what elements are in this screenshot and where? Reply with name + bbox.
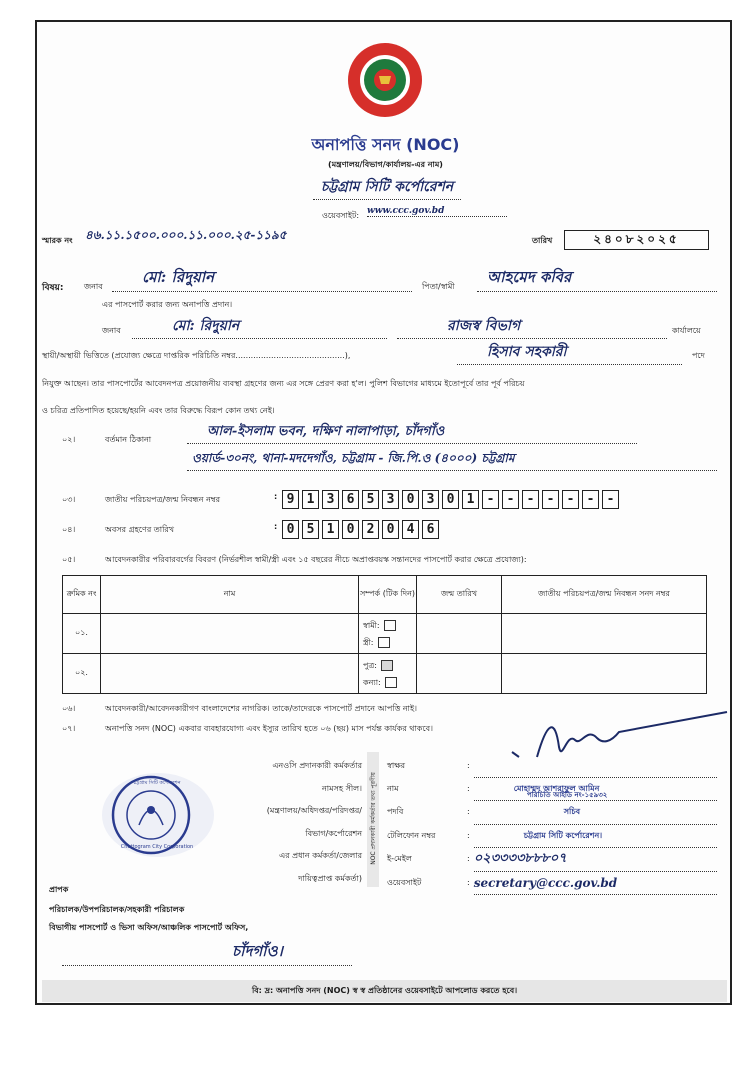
row-serial: ০১.: [63, 614, 101, 654]
officer-intro-line: বিভাগ/কর্পোরেশন: [305, 828, 362, 838]
address-line-1: আল-ইসলাম ভবন, দক্ষিণ নালাপাড়া, চাঁদগাঁও: [187, 422, 637, 444]
field-label: স্বাক্ষর: [387, 761, 406, 770]
retirement-date-digit: 4: [402, 520, 419, 539]
nid-digit: 6: [342, 490, 359, 509]
government-emblem-icon: [345, 40, 425, 120]
row-serial: ০২.: [63, 654, 101, 694]
field-value: [474, 755, 717, 778]
nid-digit: 3: [322, 490, 339, 509]
field-label: টেলিফোন নম্বর: [387, 830, 436, 840]
family-table: [62, 575, 707, 694]
item-07-number: ০৭।: [62, 724, 76, 733]
ref-label: স্মারক নং: [42, 236, 73, 245]
tenure-text: স্থায়ী/অস্থায়ী ভিত্তিতে (প্রযোজ্য ক্ষেত্রে দাপ্তরিক পরিচিতি নম্বর...........................................),: [42, 351, 351, 360]
website-value: www.ccc.gov.bd: [367, 206, 507, 217]
nid-digit: 0: [442, 490, 459, 509]
retirement-date-digit: 2: [362, 520, 379, 539]
nid-digit: 9: [282, 490, 299, 509]
item-02-label: বর্তমান ঠিকানা: [105, 435, 152, 444]
header-dob: জন্ম তারিখ: [417, 576, 502, 614]
table-row: [63, 654, 707, 694]
nid-number-boxes: [282, 490, 622, 509]
field-value: মোহাম্মদ আশরাফুল আমিন: [474, 778, 717, 802]
item-07-text: অনাপত্তি সনদ (NOC) একবার ব্যবহারযোগ্য এবং ইস্যুর তারিখ হতে ০৬ (ছয়) মাস পর্যন্ত কার্যকর থাকবে।: [105, 724, 433, 733]
noc-document: অনাপত্তি সনদ (NOC) (মন্ত্রণালয়/বিভাগ/কার্যালয়-এর নাম) চট্টগ্রাম সিটি কর্পোরেশন ওয়েবসাইট: www.ccc.gov.bd স্মারক নং ৪৬.১১.১৫০০.০০০.১১.০০০.২৫-১১৯৫ তারিখ ২৪০৮২০২৫ বিষয়: জনাব মো: রিদুয়ান পিতা/স্বামী আহমেদ কবির এর পাসপোর্ট করার জন্য অনাপত্তি প্রদান। জনাব মো: রিদুয়ান রাজস্ব বিভাগ কার্যালয়ে স্থায়ী/অস্থায়ী ভিত্তিতে (প্রযোজ্য ক্ষেত্রে দাপ্তরিক পরিচিতি নম্বর...........................................), হিসাব সহকারী পদে নিযুক্ত আছেন। তার পাসপোর্টের আবেদনপত্র প্রয়োজনীয় ব্যবস্থা গ্রহণের জন্য এর সঙ্গে প্রেরণ করা হ'ল। পুলিশ বিভাগের মাধ্যমে ইতোপূর্বে তার পূর্ব পরিচয় ও চরিত্র প্রতিপাদিত হয়েছে/হয়নি এবং তার বিরুদ্ধে বিরূপ কোন তথ্য নেই। ০২। বর্তমান ঠিকানা আল-ইসলাম ভবন, দক্ষিণ নালাপাড়া, চাঁদগাঁও ওয়ার্ড-৩০নং, থানা-মদদেগাঁও, চট্টগ্রাম - জি.পি.ও (৪০০০) চট্টগ্রাম ০৩। জাতীয় পরিচয়পত্র/জন্ম নিবন্ধন নম্বর : 9 1 3 6 5 3 0 3 0 1 - - - - - - - ০৪। অবসর গ্রহণের তারিখ : 0 5 1 0 2 0 4 6 ০৫। আবেদনকারীর পরিবারবর্গের বিবরণ (নির্ভরশীল স্বামী/স্ত্রী এবং ১৫ বছরের নীচে অপ্রাপ্তবয়স্ক সন্তানদের পাসপোর্ট করার ক্ষেত্রে প্রযোজ্য): ক্রমিক নং নাম সম্পর্ক (টিক দিন) জন্ম তারিখ জাতীয় পরিচয়পত্র/জন্ম নিবন্ধন সনদ নম্বর ০১. স্বামী: স্ত্রী: ০২. পুত্র: কন্যা: ০৬। আবেদনকারী/আবেদনকারীগণ বাংলাদেশের নাগরিক। তাকে/তাদেরকে পাসপোর্ট প্রদানে আপত্তি নাই। ০৭। অনাপত্তি সনদ (NOC) একবার ব্যবহারযোগ্য এবং ইস্যুর তারিখ হতে ০৬ (ছয়) মাস পর্যন্ত কার্যকর থাকবে। চট্টগ্রাম সিটি কর্পোরেশন Chattogram City Corporation এনওসি প্রদানকারী কর্মকর্তার নামসহ সীল। (মন্ত্রণালয়/অধিদপ্তর/পরিদপ্তর/ বিভাগ/কর্পোরেশন এর প্রধান কর্মকর্তা/জেলার দায়িত্বপ্রাপ্ত কর্মকর্তা) NOC প্রদানকারী কর্মকর্তার তথ্য পূরণীয় স্বাক্ষর : নাম : মোহাম্মদ আশরাফুল আমিন পদবি : সচিব টেলিফোন নম্বর : চট্টগ্রাম সিটি কর্পোরেশন। ই-মেইল : ০২৩৩৩৩৮৮৮০৭ ওয়েবসাইট : secretary@ccc.gov.bd পরিচিতি আইডি নং-১৫৯৩২ প্রাপক পরিচালক/উপপরিচালক/সহকারী পরিচালক বিভাগীয় পাসপোর্ট ও ভিসা অফিস/আঞ্চলিক পাসপোর্ট অফিস, চাঁদগাঁও। বি: দ্র: অনাপত্তি সনদ (NOC) স্ব স্ব প্রতিষ্ঠানের ওয়েবসাইটে আপলোড করতে হবে।: [35, 20, 732, 1005]
field-value: ০২৩৩৩৩৮৮৮০৭: [474, 848, 717, 872]
field-label: পদবি: [387, 807, 404, 816]
relation-option-husband: স্বামী:: [363, 620, 380, 630]
item-06-text: আবেদনকারী/আবেদনকারীগণ বাংলাদেশের নাগরিক। তাকে/তাদেরকে পাসপোর্ট প্রদানে আপত্তি নাই।: [105, 704, 418, 713]
date-label: তারিখ: [532, 236, 553, 245]
page-subtitle: (মন্ত্রণালয়/বিভাগ/কার্যালয়-এর নাম): [328, 160, 443, 169]
item-04-label: অবসর গ্রহণের তারিখ: [105, 525, 175, 534]
body-paragraph-2: ও চরিত্র প্রতিপাদিত হয়েছে/হয়নি এবং তার বিরুদ্ধে বিরূপ কোন তথ্য নেই।: [42, 406, 275, 415]
row-nid: [502, 654, 707, 694]
nid-digit: -: [582, 490, 599, 509]
recipient-city: চাঁদগাঁও।: [62, 940, 352, 966]
subject-father-name: আহমেদ কবির: [477, 266, 717, 292]
organization-name: চট্টগ্রাম সিটি কর্পোরেশন: [313, 175, 461, 200]
relation-option-wife: স্ত্রী:: [363, 637, 374, 647]
nid-digit: -: [562, 490, 579, 509]
header-relation: সম্পর্ক (টিক দিন): [359, 576, 417, 614]
officer-field-designation: পদবি : সচিব: [387, 801, 717, 825]
row-relation: [359, 614, 417, 654]
family-table-header: [63, 576, 707, 614]
body-post: হিসাব সহকারী: [457, 340, 682, 365]
subject-mr-label: জনাব: [84, 282, 103, 291]
header-nid: জাতীয় পরিচয়পত্র/জন্ম নিবন্ধন সনদ নম্বর: [502, 576, 707, 614]
field-value: secretary@ccc.gov.bd: [474, 872, 717, 896]
retirement-date-digit: 0: [382, 520, 399, 539]
officer-field-email: ই-মেইল : ০২৩৩৩৩৮৮৮০৭: [387, 848, 717, 872]
relation-option-daughter: কন্যা:: [363, 677, 381, 687]
officer-intro-line: এর প্রধান কর্মকর্তা/জেলার: [279, 851, 362, 860]
officer-field-website: ওয়েবসাইট : secretary@ccc.gov.bd: [387, 872, 717, 896]
retirement-date-boxes: [282, 520, 442, 539]
field-value: চট্টগ্রাম সিটি কর্পোরেশন।: [474, 825, 717, 849]
officer-intro-line: দায়িত্বপ্রাপ্ত কর্মকর্তা): [298, 873, 362, 883]
website-label: ওয়েবসাইট:: [322, 211, 360, 220]
subject-purpose: এর পাসপোর্ট করার জন্য অনাপত্তি প্রদান।: [102, 300, 233, 309]
checkbox-husband[interactable]: [384, 620, 396, 631]
recipient-label: প্রাপক: [49, 885, 69, 894]
address-line-2: ওয়ার্ড-৩০নং, থানা-মদদেগাঁও, চট্টগ্রাম - জি.পি.ও (৪০০০) চট্টগ্রাম: [187, 450, 717, 471]
header-name: নাম: [101, 576, 359, 614]
nid-digit: -: [522, 490, 539, 509]
body-mr-label: জনাব: [102, 326, 121, 335]
officer-id-line: পরিচিতি আইডি নং-১৫৯৩২: [527, 791, 608, 799]
row-dob: [417, 654, 502, 694]
nid-digit: 0: [402, 490, 419, 509]
field-label: নাম: [387, 783, 399, 793]
row-relation: [359, 654, 417, 694]
relation-option-son: পুত্র:: [363, 660, 378, 670]
post-suffix: পদে: [692, 351, 705, 360]
retirement-date-digit: 6: [422, 520, 439, 539]
subject-father-label: পিতা/স্বামী: [422, 282, 455, 291]
nid-digit: -: [602, 490, 619, 509]
nid-digit: 1: [462, 490, 479, 509]
item-06-number: ০৬।: [62, 704, 76, 713]
nid-digit: -: [502, 490, 519, 509]
field-label: ই-মেইল: [387, 854, 412, 863]
officer-intro: [222, 755, 362, 890]
officer-intro-line: (মন্ত্রণালয়/অধিদপ্তর/পরিদপ্তর/: [266, 806, 362, 815]
item-04-number: ০৪।: [62, 525, 76, 534]
ref-value: ৪৬.১১.১৫০০.০০০.১১.০০০.২৫-১১৯৫: [85, 228, 287, 242]
row-nid: [502, 614, 707, 654]
item-02-number: ০২।: [62, 435, 76, 444]
nid-digit: -: [542, 490, 559, 509]
item-05-label: আবেদনকারীর পরিবারবর্গের বিবরণ (নির্ভরশীল স্বামী/স্ত্রী এবং ১৫ বছরের নীচে অপ্রাপ্তবয়স্ক সন্তানদের পাসপোর্ট করার ক্ষেত্রে প্রযোজ্য):: [105, 555, 527, 564]
header-serial: ক্রমিক নং: [63, 576, 101, 614]
officer-field-name: নাম : মোহাম্মদ আশরাফুল আমিন: [387, 778, 717, 802]
nid-digit: 1: [302, 490, 319, 509]
retirement-date-digit: 5: [302, 520, 319, 539]
body-paragraph-1: নিযুক্ত আছেন। তার পাসপোর্টের আবেদনপত্র প্রয়োজনীয় ব্যবস্থা গ্রহণের জন্য এর সঙ্গে প্রেরণ করা হ'ল। পুলিশ বিভাগের মাধ্যমে ইতোপূর্বে তার পূর্ব পরিচয়: [42, 379, 525, 388]
officer-fields: [387, 755, 717, 895]
vertical-note: NOC প্রদানকারী কর্মকর্তার তথ্য পূরণীয়: [370, 772, 377, 865]
row-name: [101, 614, 359, 654]
seal-text-top: চট্টগ্রাম সিটি কর্পোরেশন: [133, 780, 181, 786]
officer-field-signature: স্বাক্ষর :: [387, 755, 717, 778]
body-dept: রাজস্ব বিভাগ: [397, 314, 667, 339]
row-dob: [417, 614, 502, 654]
officer-intro-line: নামসহ সীল।: [322, 783, 362, 793]
checkbox-daughter[interactable]: [385, 677, 397, 688]
recipient-line-2: বিভাগীয় পাসপোর্ট ও ভিসা অফিস/আঞ্চলিক পাসপোর্ট অফিস,: [49, 923, 249, 932]
officer-intro-line: এনওসি প্রদানকারী কর্মকর্তার: [272, 761, 362, 770]
page-title: অনাপত্তি সনদ (NOC): [311, 135, 460, 154]
nid-digit: 3: [382, 490, 399, 509]
subject-name: মো: রিদুয়ান: [112, 266, 412, 292]
seal-text-bottom: Chattogram City Corporation: [120, 844, 194, 850]
footer-note: বি: দ্র: অনাপত্তি সনদ (NOC) স্ব স্ব প্রতিষ্ঠানের ওয়েবসাইটে আপলোড করতে হবে।: [42, 980, 727, 1002]
checkbox-son[interactable]: [381, 660, 393, 671]
subject-label: বিষয়:: [42, 283, 64, 293]
retirement-date-digit: 0: [342, 520, 359, 539]
office-suffix: কার্যালয়ে: [672, 326, 701, 335]
table-row: [63, 614, 707, 654]
field-value: সচিব: [474, 801, 717, 825]
nid-digit: 3: [422, 490, 439, 509]
nid-digit: -: [482, 490, 499, 509]
item-03-label: জাতীয় পরিচয়পত্র/জন্ম নিবন্ধন নম্বর: [105, 495, 220, 504]
row-name: [101, 654, 359, 694]
retirement-date-digit: 1: [322, 520, 339, 539]
officer-field-phone: টেলিফোন নম্বর : চট্টগ্রাম সিটি কর্পোরেশন।: [387, 825, 717, 849]
vertical-note-strip: [367, 752, 379, 887]
checkbox-wife[interactable]: [378, 637, 390, 648]
nid-digit: 5: [362, 490, 379, 509]
date-value: ২৪০৮২০২৫: [564, 230, 709, 250]
field-label: ওয়েবসাইট: [387, 877, 422, 887]
item-05-number: ০৫।: [62, 555, 76, 564]
item-03-number: ০৩।: [62, 495, 76, 504]
body-name: মো: রিদুয়ান: [132, 314, 387, 339]
retirement-date-digit: 0: [282, 520, 299, 539]
recipient-line-1: পরিচালক/উপপরিচালক/সহকারী পরিচালক: [49, 905, 185, 914]
